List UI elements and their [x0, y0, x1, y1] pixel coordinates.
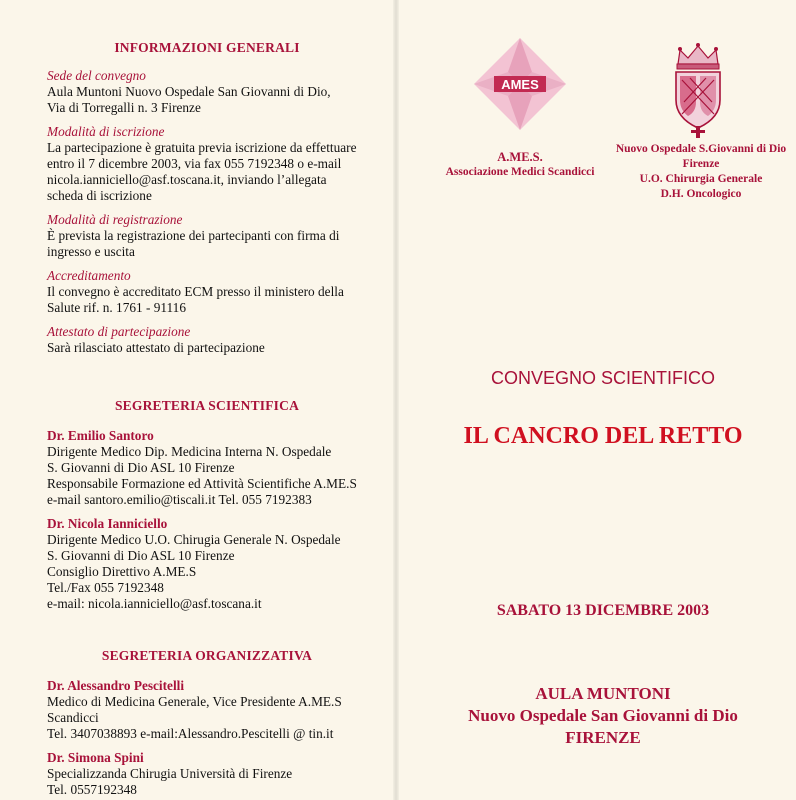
hospital-line: Nuovo Ospedale S.Giovanni di Dio — [615, 143, 787, 155]
fold-line — [393, 0, 399, 800]
person-line: Dirigente Medico Dip. Medicina Interna N. Ospedale — [47, 444, 332, 459]
event-venue — [410, 683, 796, 749]
person-name: Dr. Simona Spini — [47, 750, 144, 765]
hospital-org — [608, 142, 794, 202]
attestato-label: Attestato di partecipazione — [47, 324, 191, 339]
sede-block — [47, 68, 367, 116]
person-name: Dr. Alessandro Pescitelli — [47, 678, 185, 693]
attestato-line: Sarà rilasciato attestato di partecipazione — [47, 340, 265, 355]
iscrizione-line: entro il 7 dicembre 2003, via fax 055 7192348 o e-mail — [47, 156, 342, 171]
right-panel — [410, 0, 796, 800]
person-line: Tel./Fax 055 7192348 — [47, 580, 164, 595]
organizzativa-person-2 — [47, 750, 367, 798]
venue-line: FIRENZE — [565, 728, 641, 747]
person-name: Dr. Nicola Ianniciello — [47, 516, 168, 531]
organizzativa-person-1 — [47, 678, 367, 742]
scientifica-title: SEGRETERIA SCIENTIFICA — [114, 398, 300, 413]
iscrizione-label: Modalità di iscrizione — [47, 124, 165, 139]
accreditamento-line: Salute rif. n. 1761 - 91116 — [47, 300, 186, 315]
organizzativa-title: SEGRETERIA ORGANIZZATIVA — [101, 648, 313, 663]
iscrizione-line: scheda di iscrizione — [47, 188, 152, 203]
ames-name: A.ME.S. — [497, 150, 543, 164]
iscrizione-block — [47, 124, 367, 204]
attestato-block — [47, 324, 367, 356]
iscrizione-line: nicola.ianniciello@asf.toscana.it, inviando l’allegata — [47, 172, 327, 187]
accreditamento-label: Accreditamento — [47, 268, 131, 283]
accreditamento-line: Il convegno è accreditato ECM presso il ministero della — [47, 284, 344, 299]
hospital-line: D.H. Oncologico — [660, 188, 742, 200]
ames-subtitle: Associazione Medici Scandicci — [445, 166, 595, 178]
person-line: Scandicci — [47, 710, 99, 725]
sede-line: Via di Torregalli n. 3 Firenze — [47, 100, 201, 115]
registrazione-line: ingresso e uscita — [47, 244, 135, 259]
venue-line: Nuovo Ospedale San Giovanni di Dio — [468, 706, 738, 725]
scientifica-person-1 — [47, 428, 367, 508]
left-panel — [47, 40, 367, 798]
event-date: SABATO 13 DICEMBRE 2003 — [496, 602, 710, 619]
person-line: Specializzanda Chirugia Università di Firenze — [47, 766, 293, 781]
ames-association — [430, 150, 610, 180]
person-line: Medico di Medicina Generale, Vice Presidente A.ME.S — [47, 694, 342, 709]
registrazione-line: È prevista la registrazione dei partecipanti con firma di — [47, 228, 340, 243]
iscrizione-line: La partecipazione è gratuita previa iscrizione da effettuare — [47, 140, 357, 155]
ames-logo — [472, 36, 568, 132]
person-name: Dr. Emilio Santoro — [47, 428, 154, 443]
event-type: CONVEGNO SCIENTIFICO — [490, 368, 715, 388]
person-line: e-mail santoro.emilio@tiscali.it Tel. 055 7192383 — [47, 492, 312, 507]
registrazione-label: Modalità di registrazione — [47, 212, 183, 227]
hospital-line: Firenze — [682, 158, 720, 170]
person-line: Consiglio Direttivo A.ME.S — [47, 564, 197, 579]
person-line: S. Giovanni di Dio ASL 10 Firenze — [47, 548, 235, 563]
person-line: Tel. 0557192348 — [47, 782, 137, 797]
event-title: IL CANCRO DEL RETTO — [463, 423, 743, 449]
person-line: S. Giovanni di Dio ASL 10 Firenze — [47, 460, 235, 475]
sede-line: Aula Muntoni Nuovo Ospedale San Giovanni di Dio, — [47, 84, 331, 99]
sede-label: Sede del convegno — [47, 68, 146, 83]
venue-line: AULA MUNTONI — [535, 684, 671, 703]
accreditamento-block — [47, 268, 367, 316]
person-line: Responsabile Formazione ed Attività Scientifiche A.ME.S — [47, 476, 357, 491]
info-title: INFORMAZIONI GENERALI — [114, 40, 300, 55]
registrazione-block — [47, 212, 367, 260]
hospital-line: U.O. Chirurgia Generale — [639, 173, 763, 185]
ames-logo-text: AMES — [501, 77, 539, 92]
person-line: Dirigente Medico U.O. Chirugia Generale N. Ospedale — [47, 532, 341, 547]
scientifica-person-2 — [47, 516, 367, 612]
person-line: Tel. 3407038893 e-mail:Alessandro.Pescitelli @ tin.it — [47, 726, 334, 741]
person-line: e-mail: nicola.ianniciello@asf.toscana.it — [47, 596, 262, 611]
hospital-crest — [666, 40, 730, 140]
